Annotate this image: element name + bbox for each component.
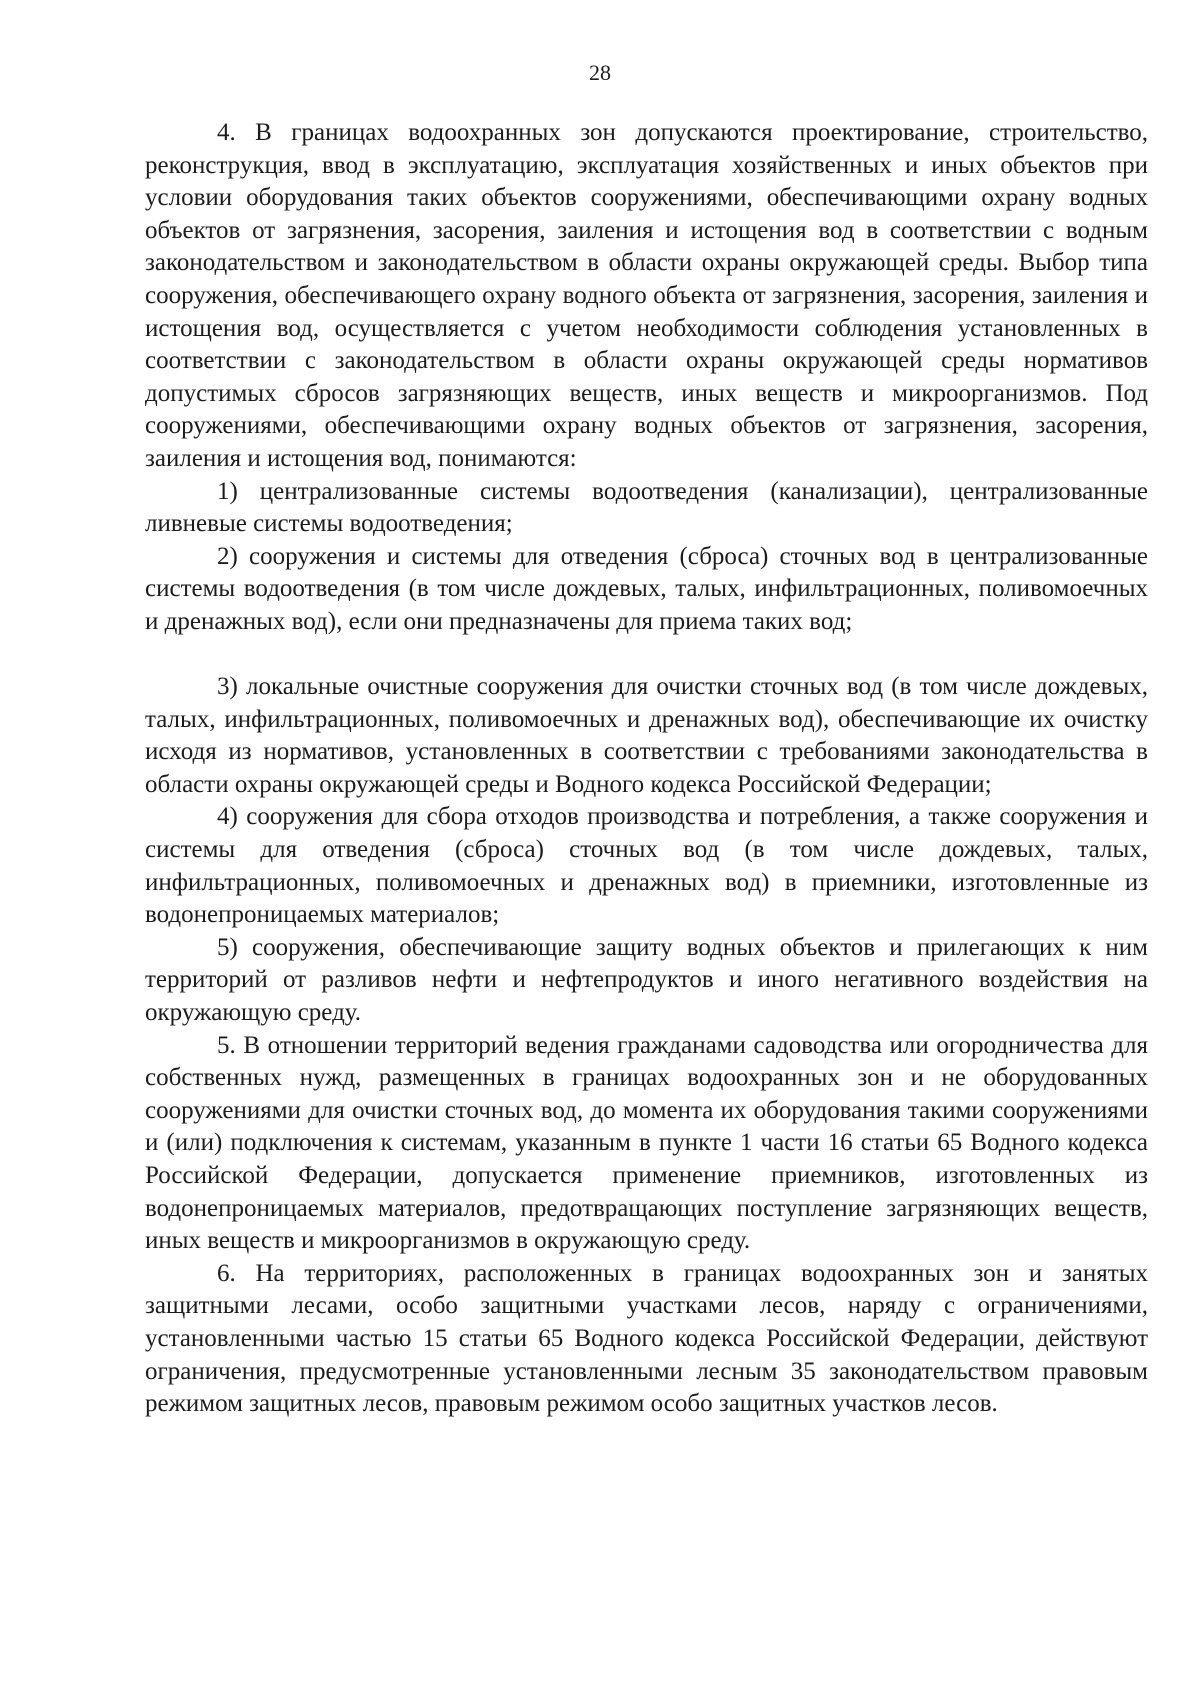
list-item-1: 1) централизованные системы водоотведения (канализации), централизованные ливневые системы водоотведения; (145, 477, 1148, 538)
document-body (145, 117, 1148, 1421)
list-item-3: 3) локальные очистные сооружения для очистки сточных вод (в том числе дождевых, талых, инфильтрационных, поливомоечных и дренажных вод), обеспечивающие их очистку исходя из нормативов, установленных в соответствии с требованиями законодательства в области охраны окружающей среды и Водного кодекса Российской Федерации; (145, 673, 1148, 798)
paragraph-item-4: 4. В границах водоохранных зон допускаются проектирование, строительство, реконструкция, ввод в эксплуатацию, эксплуатация хозяйственных и иных объектов при условии оборудования таких объектов сооружениями, обеспечивающими охрану водных объектов от загрязнения, засорения, заиления и истощения вод в соответствии с водным законодательством и законодательством в области охраны окружающей среды. Выбор типа сооружения, обеспечивающего охрану водного объекта от загрязнения, засорения, заиления и истощения вод, осуществляется с учетом необходимости соблюдения установленных в соответствии с законодательством в области охраны окружающей среды нормативов допустимых сбросов загрязняющих веществ, иных веществ и микроорганизмов. Под сооружениями, обеспечивающими охрану водных объектов от загрязнения, засорения, заиления и истощения вод, понимаются: (145, 119, 1148, 472)
list-item-2: 2) сооружения и системы для отведения (сброса) сточных вод в централизованные системы водоотведения (в том числе дождевых, талых, инфильтрационных, поливомоечных и дренажных вод), если они предназначены для приема таких вод; (145, 542, 1148, 635)
page-number: 28 (589, 60, 611, 85)
paragraph-item-5: 5. В отношении территорий ведения гражданами садоводства или огородничества для собственных нужд, размещенных в границах водоохранных зон и не оборудованных сооружениями для очистки сточных вод, до момента их оборудования такими сооружениями и (или) подключения к системам, указанным в пункте 1 части 16 статьи 65 Водного кодекса Российской Федерации, допускается применение приемников, изготовленных из водонепроницаемых материалов, предотвращающих поступление загрязняющих веществ, иных веществ и микроорганизмов в окружающую среду. (145, 1031, 1148, 1255)
list-item-4: 4) сооружения для сбора отходов производства и потребления, а также сооружения и системы для отведения (сброса) сточных вод (в том числе дождевых, талых, инфильтрационных, поливомоечных и дренажных вод) в приемники, изготовленные из водонепроницаемых материалов; (145, 803, 1148, 929)
paragraph-item-6: 6. На территориях, расположенных в границах водоохранных зон и занятых защитными лесами, особо защитными участками лесов, наряду с ограничениями, установленными частью 15 статьи 65 Водного кодекса Российской Федерации, действуют ограничения, предусмотренные установленными лесным 35 законодательством правовым режимом защитных лесов, правовым режимом особо защитных участков лесов. (145, 1259, 1148, 1418)
list-item-5: 5) сооружения, обеспечивающие защиту водных объектов и прилегающих к ним территорий от разливов нефти и нефтепродуктов и иного негативного воздействия на окружающую среду. (145, 933, 1148, 1027)
